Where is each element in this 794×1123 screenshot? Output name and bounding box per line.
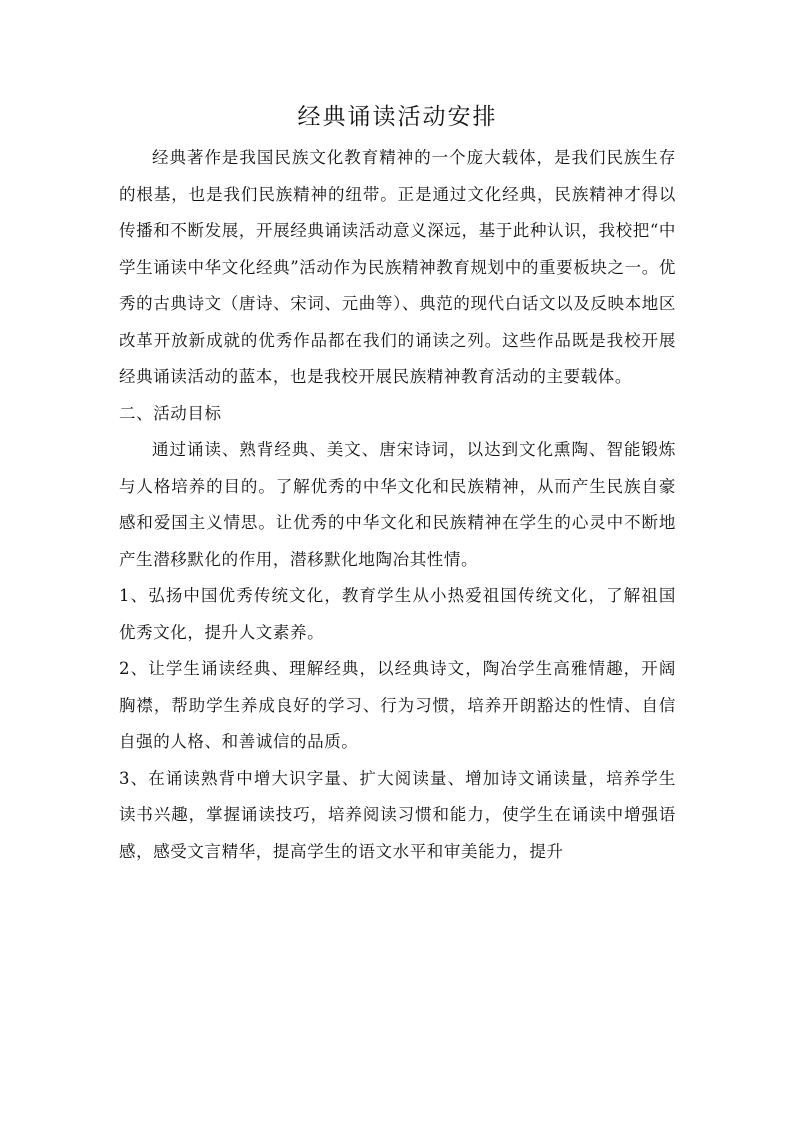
goal-item-1: 1、弘扬中国优秀传统文化，教育学生从小热爱祖国传统文化，了解祖国优秀文化，提升人文素养。 xyxy=(119,586,676,642)
intro-paragraph: 经典著作是我国民族文化教育精神的一个庞大载体，是我们民族生存的根基，也是我们民族精神的纽带。正是通过文化经典，民族精神才得以传播和不断发展，开展经典诵读活动意义深远，基于此种认识，我校把“中学生诵读中华文化经典”活动作为民族精神教育规划中的重要板块之一。优秀的古典诗文（唐诗、宋词、元曲等）、典范的现代白话文以及反映本地区改革开放新成就的优秀作品都在我们的诵读之列。这些作品既是我校开展经典诵读活动的蓝本，也是我校开展民族精神教育活动的主要载体。 xyxy=(119,148,676,386)
goals-paragraph: 通过诵读、熟背经典、美文、唐宋诗词，以达到文化熏陶、智能锻炼与人格培养的目的。了解优秀的中华文化和民族精神，从而产生民族自豪感和爱国主义情思。让优秀的中华文化和民族精神在学生的心灵中不断地产生潜移默化的作用，潜移默化地陶冶其性情。 xyxy=(119,440,676,569)
goal-item-2: 2、让学生诵读经典、理解经典，以经典诗文，陶冶学生高雅情趣，开阔胸襟，帮助学生养成良好的学习、行为习惯，培养开朗豁达的性情、自信自强的人格、和善诚信的品质。 xyxy=(119,659,676,751)
section-heading-goals: 二、活动目标 xyxy=(119,403,222,423)
document-content xyxy=(119,96,676,870)
goal-item-3: 3、在诵读熟背中增大识字量、扩大阅读量、增加诗文诵读量，培养学生读书兴趣，掌握诵读技巧，培养阅读习惯和能力，使学生在诵读中增强语感，感受文言精华，提高学生的语文水平和审美能力，提升 xyxy=(119,768,676,861)
document-title: 经典诵读活动安排 xyxy=(297,104,498,130)
